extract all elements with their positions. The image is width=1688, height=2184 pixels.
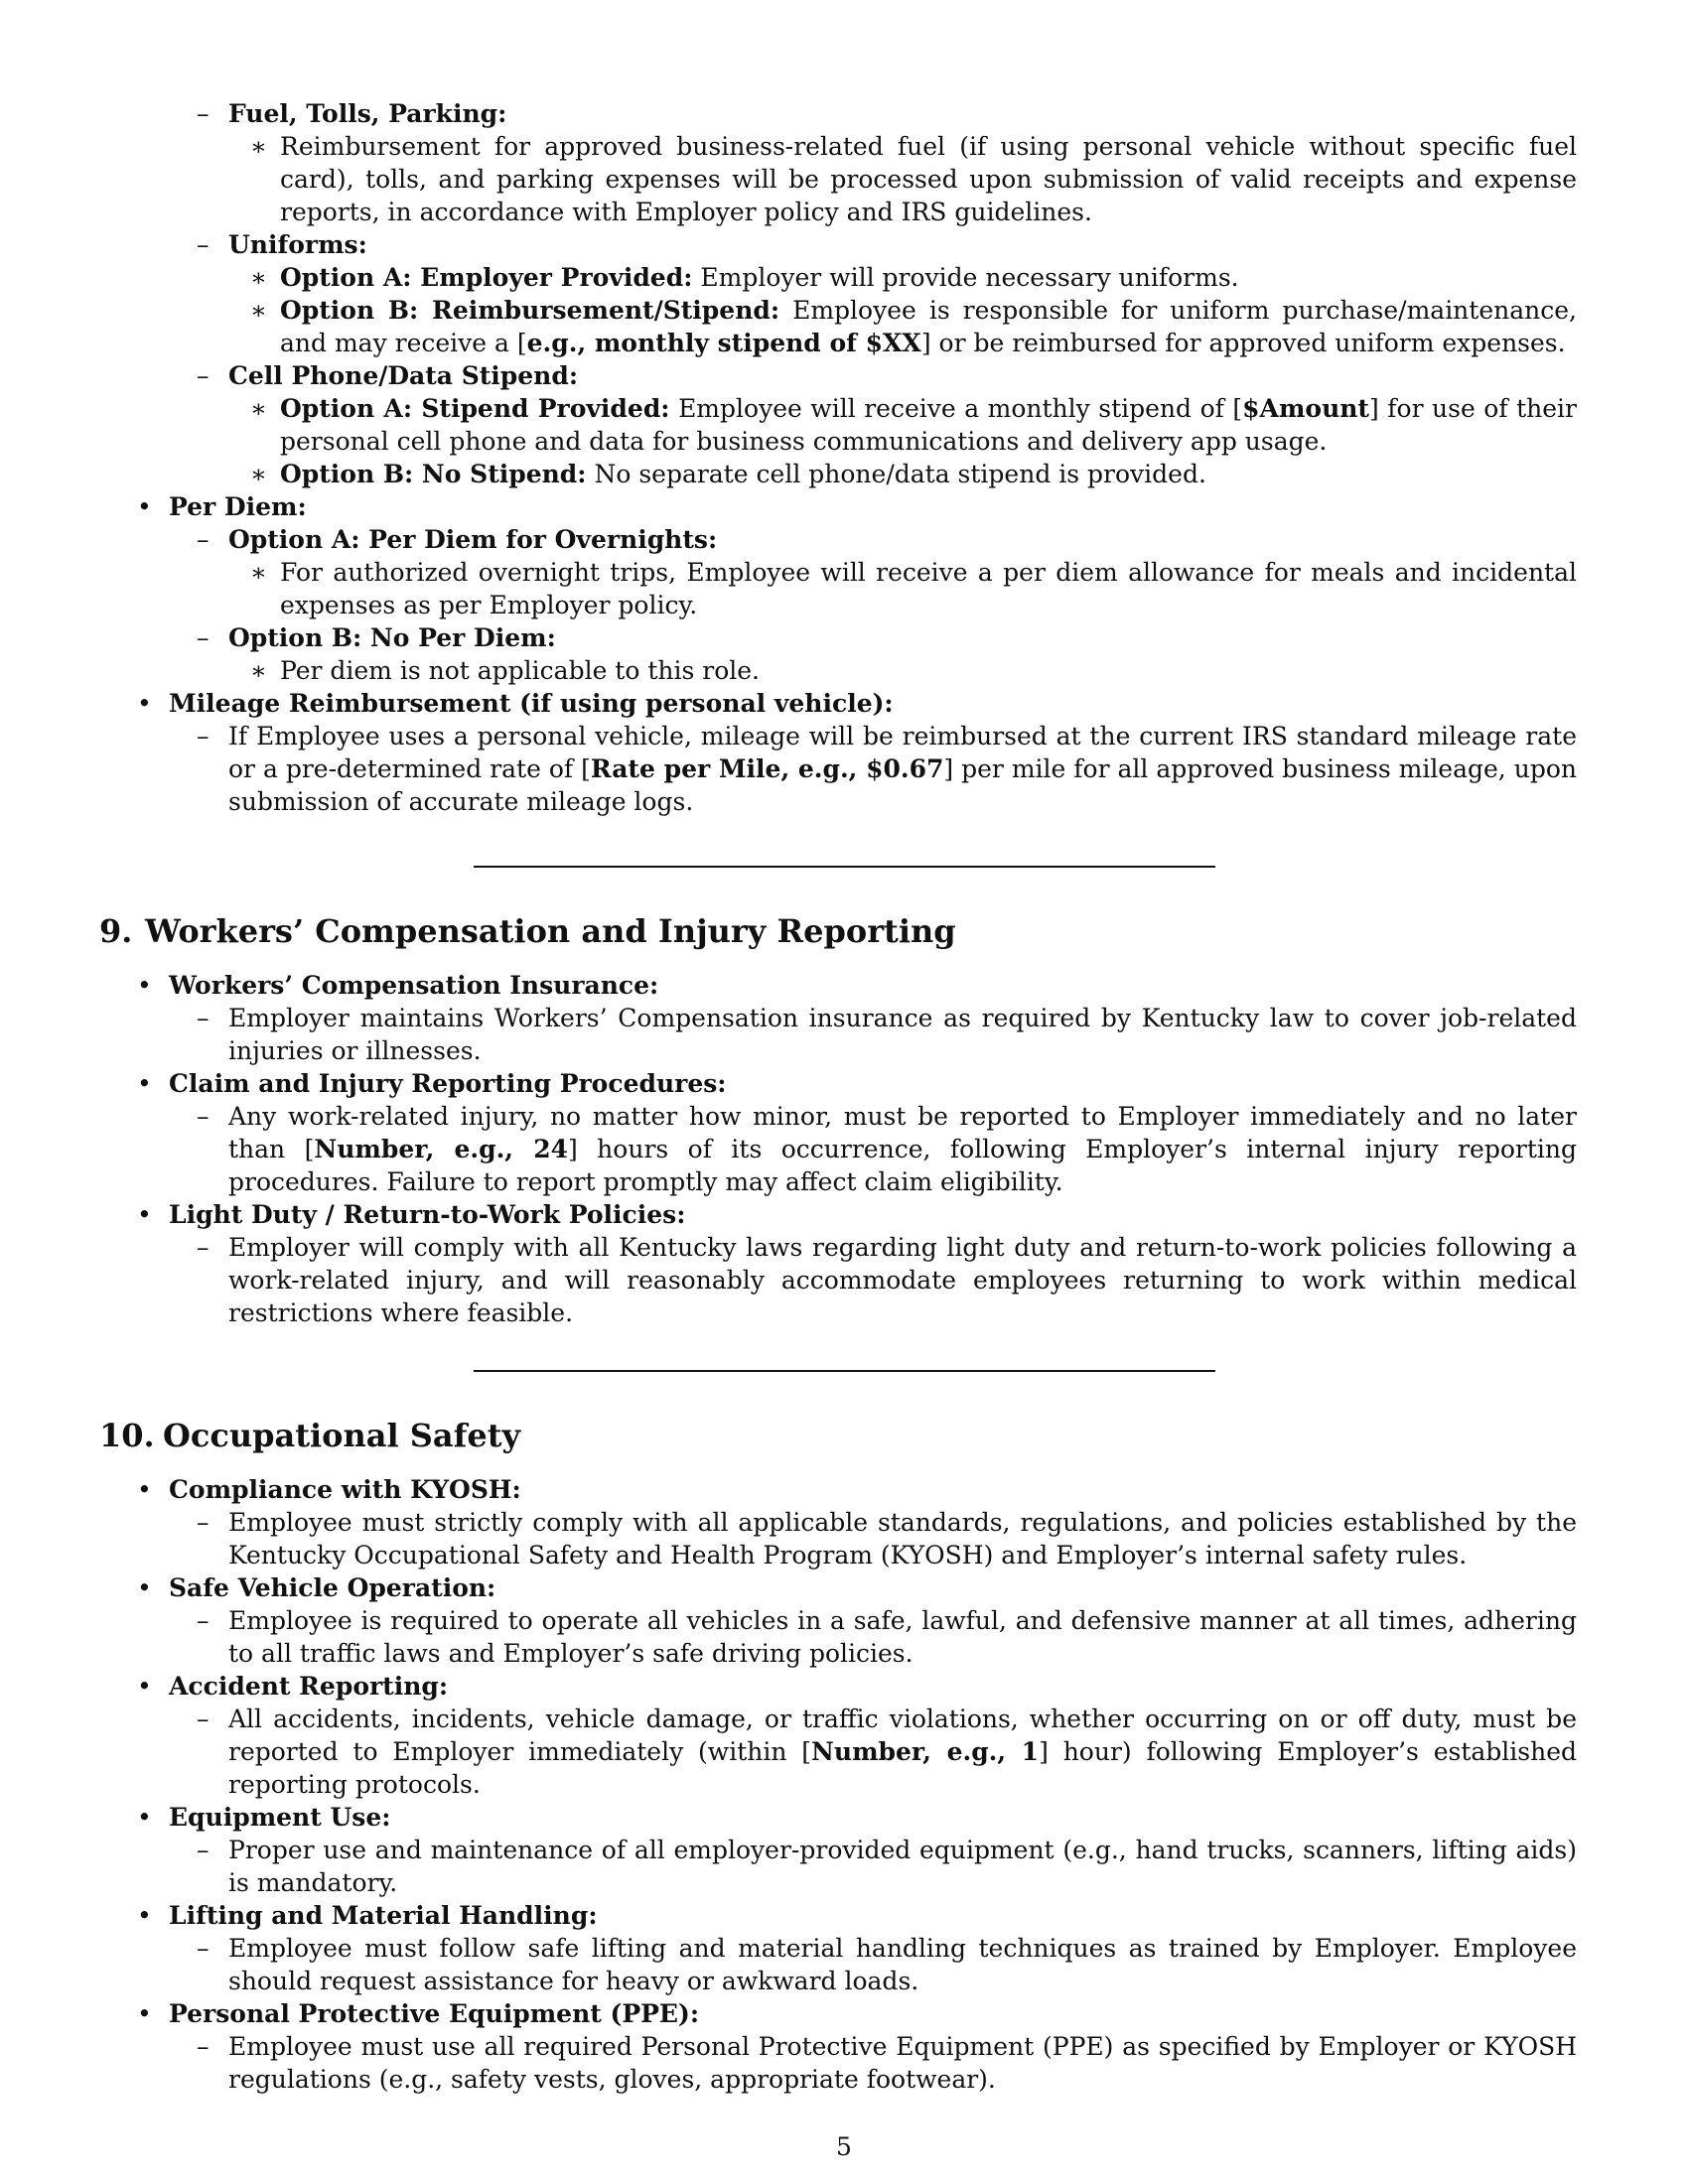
section-8-continuation (99, 97, 1589, 818)
list-item: – Cell Phone/Data Stipend: (197, 361, 579, 390)
list-item: • Per Diem: (137, 492, 307, 521)
list-item: • Mileage Reimbursement (if using personal vehicle): (137, 689, 894, 718)
list-item: • Claim and Injury Reporting Procedures: (137, 1069, 727, 1098)
list-item: – Employee must use all required Personal Protective Equipment (PPE) as specified by Employer or KYOSH regulations (e.g., safety vests, gloves, appropriate footwear). (197, 2032, 1577, 2094)
list-item: – Fuel, Tolls, Parking: (197, 99, 507, 128)
list-item: – Employer will comply with all Kentucky laws regarding light duty and return-to-work policies following a work-related injury, and will reasonably accommodate employees returning to work within medical restrictions where feasible. (197, 1233, 1577, 1327)
list-item: ∗ Reimbursement for approved business-related fuel (if using personal vehicle without specific fuel card), tolls, and parking expenses will be processed upon submission of valid receipts and expense reports, in accordance with Employer policy and IRS guidelines. (250, 132, 1577, 226)
section-divider (474, 1370, 1215, 1372)
list-item: – Employee must follow safe lifting and material handling techniques as trained by Employer. Employee should request assistance for heavy or awkward loads. (197, 1934, 1577, 1995)
list-item: – Any work-related injury, no matter how minor, must be reported to Employer immediately and no later than [Number, e.g., 24] hours of its occurrence, following Employer’s internal injury reporting procedures. Failure to report promptly may affect claim eligibility. (197, 1102, 1577, 1196)
list-item: – Option A: Per Diem for Overnights: (197, 525, 718, 554)
list-item: – Employee is required to operate all vehicles in a safe, lawful, and defensive manner at all times, adhering to all traffic laws and Employer’s safe driving policies. (197, 1606, 1577, 1668)
list-item: • Accident Reporting: (137, 1672, 449, 1701)
list-item: ∗ Option B: No Stipend: No separate cell phone/data stipend is provided. (250, 460, 1206, 488)
section-9-list (99, 969, 1589, 1329)
list-item: – Option B: No Per Diem: (197, 623, 556, 652)
list-item: ∗ Option B: Reimbursement/Stipend: Employee is responsible for uniform purchase/maintenance, and may receive a [e.g., monthly stipend of $XX] or be reimbursed for approved uniform expenses. (250, 296, 1577, 357)
list-item: – Employee must strictly comply with all applicable standards, regulations, and policies established by the Kentucky Occupational Safety and Health Program (KYOSH) and Employer’s internal safety rules. (197, 1508, 1577, 1570)
list-item: ∗ Per diem is not applicable to this role. (250, 656, 761, 685)
section-9-heading: 9. Workers’ Compensation and Injury Reporting (99, 912, 956, 950)
page-number: 5 (836, 2132, 852, 2161)
list-item: • Safe Vehicle Operation: (137, 1573, 496, 1602)
list-item: – Proper use and maintenance of all employer-provided equipment (e.g., hand trucks, scanners, lifting aids) is mandatory. (197, 1836, 1577, 1897)
list-item: ∗ For authorized overnight trips, Employee will receive a per diem allowance for meals and incidental expenses as per Employer policy. (250, 558, 1577, 619)
section-10-list (99, 1473, 1589, 2096)
list-item: – Employer maintains Workers’ Compensation insurance as required by Kentucky law to cover job-related injuries or illnesses. (197, 1004, 1577, 1065)
list-item: • Compliance with KYOSH: (137, 1475, 521, 1504)
list-item: – If Employee uses a personal vehicle, mileage will be reimbursed at the current IRS standard mileage rate or a pre-determined rate of [Rate per Mile, e.g., $0.67] per mile for all approved business mileage, upon submission of accurate mileage logs. (197, 722, 1577, 816)
list-item: • Personal Protective Equipment (PPE): (137, 1999, 700, 2028)
list-item: ∗ Option A: Employer Provided: Employer will provide necessary uniforms. (250, 263, 1239, 292)
list-item: • Workers’ Compensation Insurance: (137, 971, 659, 1000)
list-item: • Equipment Use: (137, 1803, 391, 1832)
list-item: ∗ Option A: Stipend Provided: Employee will receive a monthly stipend of [$Amount] for use of their personal cell phone and data for business communications and delivery app usage. (250, 394, 1578, 456)
section-divider (474, 866, 1215, 868)
list-item: – Uniforms: (197, 230, 367, 259)
list-item: • Light Duty / Return-to-Work Policies: (137, 1200, 686, 1229)
section-10-heading: 10. Occupational Safety (99, 1417, 521, 1454)
list-item: – All accidents, incidents, vehicle damage, or traffic violations, whether occurring on or off duty, must be reported to Employer immediately (within [Number, e.g., 1] hour) following Employer’s established reporting protocols. (197, 1705, 1578, 1799)
list-item: • Lifting and Material Handling: (137, 1901, 598, 1930)
